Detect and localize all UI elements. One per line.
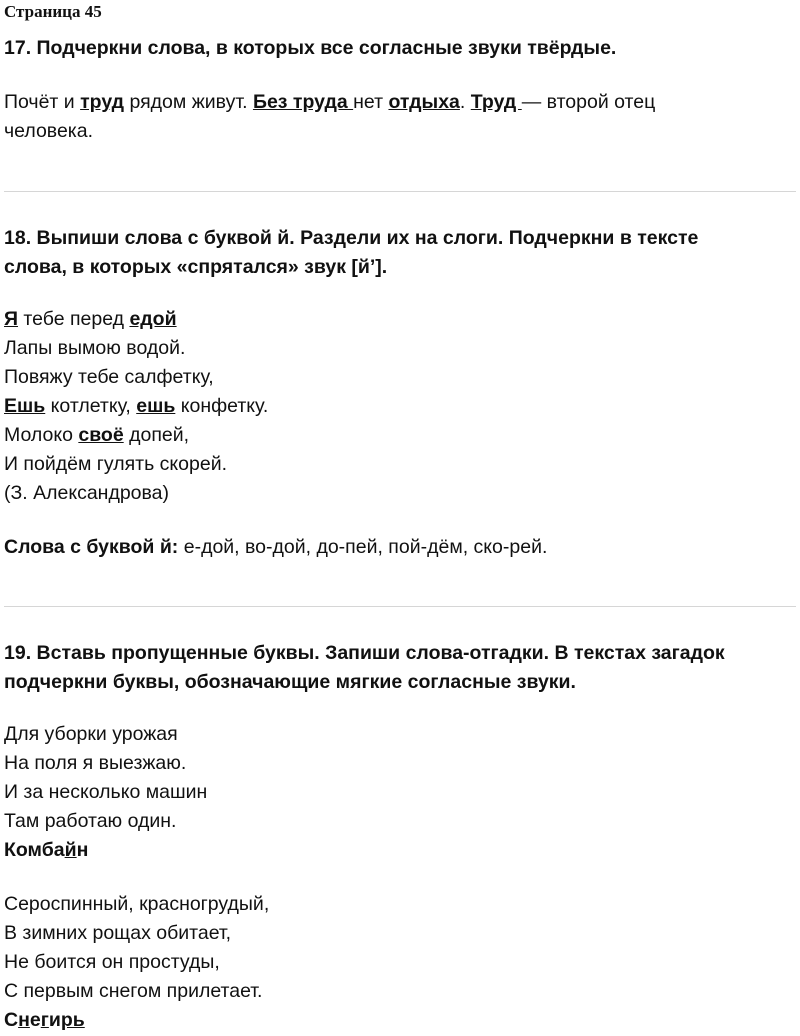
underlined-word: отдыха [388, 91, 460, 113]
task-17-text [4, 88, 794, 146]
poem-line: Молоко своё допей, [4, 424, 190, 446]
poem-line: Ешь котлетку, ешь конфетку. [4, 395, 269, 417]
riddle-line: Не боится он простуды, [4, 951, 220, 973]
poem-line: И пойдём гулять скорей. [4, 453, 228, 475]
riddle-line: С первым снегом прилетает. [4, 980, 263, 1002]
task-17-title: 17. Подчеркни слова, в которых все согласные звуки твёрдые. [4, 37, 617, 59]
riddle-2-answer: Снегирь [4, 1009, 85, 1031]
riddle-2 [4, 890, 794, 1035]
task-18-answer [4, 533, 794, 562]
task-17-line-1: Почёт и труд рядом живут. Без труда нет отдыха. Труд — второй отец [4, 91, 656, 113]
page-number-header: Страница 45 [4, 2, 102, 21]
underlined-word: своё [78, 424, 124, 446]
riddle-1 [4, 720, 794, 865]
underlined-letter: г [40, 1009, 49, 1031]
riddle-line: На поля я выезжаю. [4, 752, 187, 774]
riddle-line: Для уборки урожая [4, 723, 178, 745]
underlined-word: ешь [136, 395, 176, 417]
poem-line: Повяжу тебе салфетку, [4, 366, 214, 388]
underlined-word: труд [80, 91, 125, 113]
answer-text: е-дой, во-дой, до-пей, пой-дём, ско-рей. [178, 536, 548, 558]
underlined-word: Я [4, 308, 19, 330]
section-divider [4, 606, 796, 607]
riddle-line: Сероспинный, красногрудый, [4, 893, 270, 915]
riddle-1-answer: Комбайн [4, 839, 89, 861]
answer-label: Слова с буквой й: [4, 536, 179, 558]
task-18-poem [4, 305, 794, 508]
underlined-word: Ешь [4, 395, 46, 417]
underlined-word: Без труда [252, 91, 354, 113]
task-18-title: 18. Выпиши слова с буквой й. Раздели их на слоги. Подчеркни в тексте слова, в которых «спрятался» звук [й’]. [4, 227, 699, 278]
underlined-word: едой [129, 308, 177, 330]
underlined-letter: н [18, 1009, 30, 1031]
underlined-letter: й [64, 839, 77, 861]
poem-line: Я тебе перед едой [4, 308, 177, 330]
underlined-letter: рь [60, 1009, 85, 1031]
riddle-line: В зимних рощах обитает, [4, 922, 232, 944]
riddle-line: И за несколько машин [4, 781, 208, 803]
riddle-line: Там работаю один. [4, 810, 177, 832]
poem-author: (З. Александрова) [4, 482, 169, 504]
task-17-line-2: человека. [4, 120, 94, 142]
section-divider [4, 191, 796, 192]
poem-line: Лапы вымою водой. [4, 337, 186, 359]
underlined-word: Труд [470, 91, 522, 113]
task-19-title: 19. Вставь пропущенные буквы. Запиши слова-отгадки. В текстах загадок подчеркни буквы, обозначающие мягкие согласные звуки. [4, 642, 725, 693]
